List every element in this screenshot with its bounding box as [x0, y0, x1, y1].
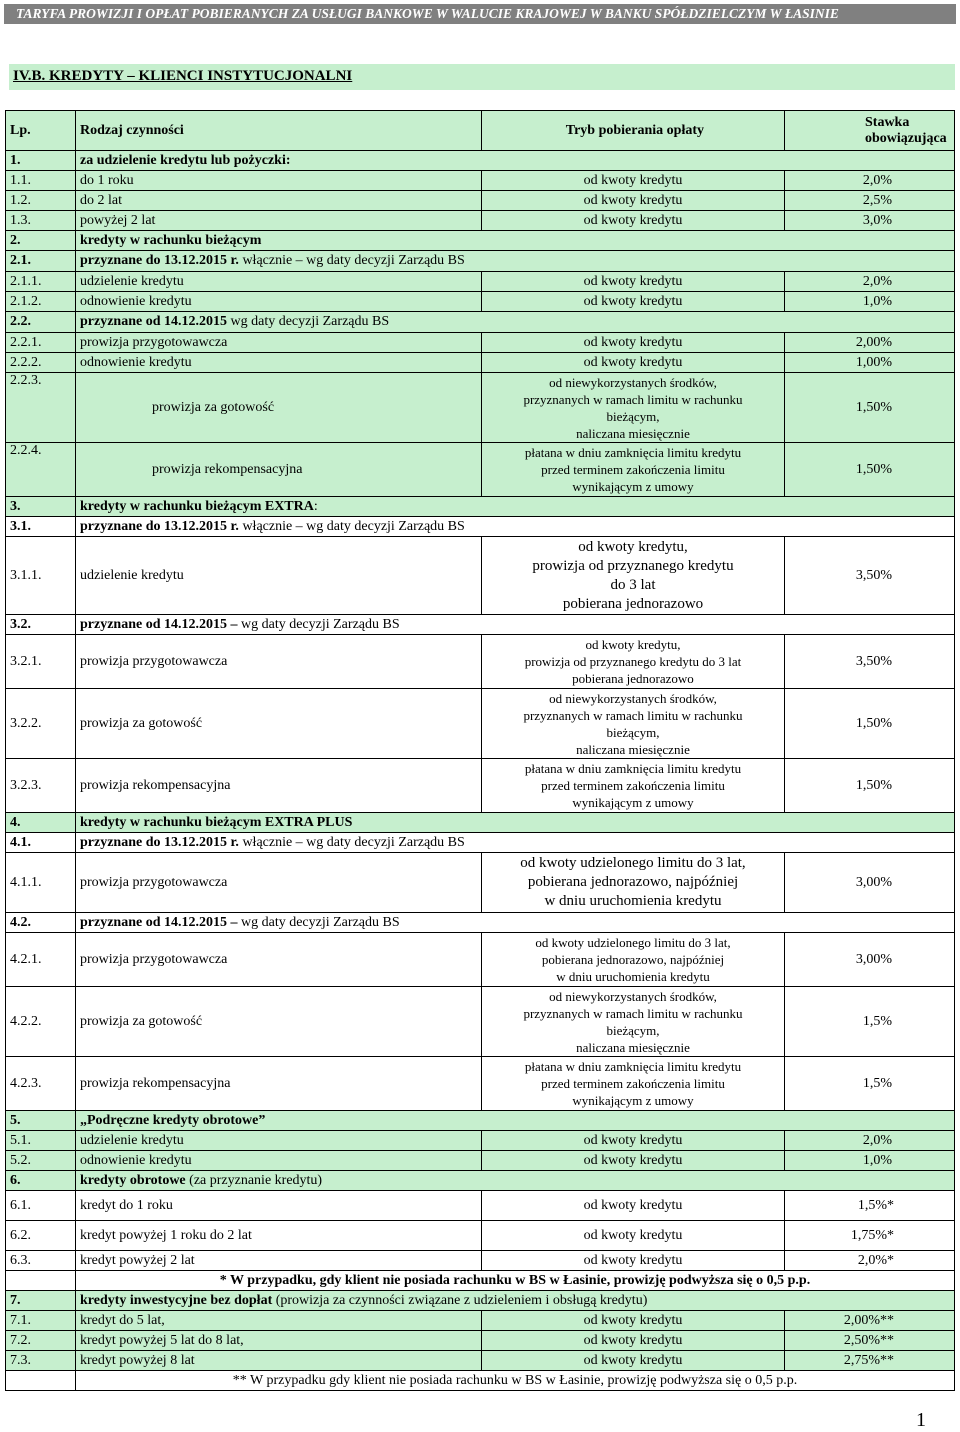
- row-name: udzielenie kredytu: [76, 1131, 482, 1151]
- mode-line: płatana w dniu zamknięcia limitu kredytu: [524, 761, 742, 776]
- row-name: kredyty w rachunku bieżącym EXTRA PLUS: [76, 813, 955, 833]
- row-name-bold: przyznane do 13.12.2015 r.: [80, 834, 239, 850]
- row-lp: 7.3.: [6, 1351, 76, 1371]
- row-lp: 3.2.3.: [6, 759, 76, 813]
- mode-line: wynikającym z umowy: [572, 1093, 694, 1108]
- row-lp: 7.1.: [6, 1311, 76, 1331]
- row-mode: od kwoty kredytu: [482, 292, 785, 312]
- row-rate: 2,0%: [785, 272, 955, 292]
- table-row: [6, 813, 955, 833]
- row-name: prowizja rekompensacyjna: [76, 443, 482, 497]
- row-name-rest: włącznie – wg daty decyzji Zarządu BS: [238, 834, 465, 850]
- row-name-rest: :: [313, 498, 318, 514]
- rate-header-line1: Stawka: [865, 114, 910, 130]
- mode-line: od kwoty udzielonego limitu do 3 lat,: [535, 935, 731, 950]
- table-row: [6, 1371, 955, 1391]
- row-rate: 3,50%: [785, 537, 955, 615]
- row-lp: [6, 1371, 76, 1391]
- row-mode: od kwoty kredytu: [482, 171, 785, 191]
- table-row: [6, 353, 955, 373]
- row-mode: [482, 853, 785, 913]
- row-lp: 1.3.: [6, 211, 76, 231]
- row-lp: 1.2.: [6, 191, 76, 211]
- row-name: [76, 615, 955, 635]
- row-name-rest: wg daty decyzji Zarządu BS: [227, 314, 390, 329]
- table-row: [6, 913, 955, 933]
- row-name-bold: kredyty w rachunku bieżącym EXTRA: [80, 498, 314, 514]
- table-row: [6, 251, 955, 272]
- mode-line: pobierana jednorazowo, najpóźniej: [541, 952, 725, 967]
- row-name-bold: przyznane do 13.12.2015 r.: [80, 518, 239, 534]
- mode-line: do 3 lat: [610, 576, 656, 593]
- row-lp: 4.2.3.: [6, 1057, 76, 1111]
- row-mode: od kwoty kredytu: [482, 353, 785, 373]
- table-row: [6, 1291, 955, 1311]
- table-row: [6, 1171, 955, 1191]
- mode-line: od niewykorzystanych środków,: [549, 690, 717, 706]
- row-rate: 2,00%**: [785, 1311, 955, 1331]
- row-lp: 2.2.4.: [6, 443, 76, 497]
- row-lp: 4.2.2.: [6, 987, 76, 1057]
- table-row: [6, 853, 955, 913]
- row-name-bold: kredyty inwestycyjne bez dopłat: [80, 1292, 273, 1308]
- row-rate: 1,0%: [785, 292, 955, 312]
- row-lp: 2.2.2.: [6, 353, 76, 373]
- row-name-rest: (za przyznanie kredytu): [185, 1172, 323, 1188]
- row-rate: 1,50%: [785, 443, 955, 497]
- table-row: [6, 615, 955, 635]
- row-name: [76, 913, 955, 933]
- row-rate: 1,00%: [785, 353, 955, 373]
- table-row: [6, 333, 955, 353]
- row-name: prowizja przygotowawcza: [76, 333, 482, 353]
- section-title: IV.B. KREDYTY – KLIENCI INSTYTUCJONALNI: [13, 68, 353, 84]
- row-mode: [482, 1057, 785, 1111]
- row-lp: 5.1.: [6, 1131, 76, 1151]
- table-row: [6, 1191, 955, 1221]
- row-lp: 3.1.1.: [6, 537, 76, 615]
- row-lp: 2.1.1.: [6, 272, 76, 292]
- row-name: do 1 roku: [76, 171, 482, 191]
- table-row: [6, 151, 955, 171]
- row-name: [76, 517, 955, 537]
- mode-line: pobierana jednorazowo: [562, 595, 704, 612]
- table-row: [6, 1131, 955, 1151]
- row-lp: 4.2.: [6, 913, 76, 933]
- row-mode: od kwoty kredytu: [482, 1311, 785, 1331]
- row-mode: [482, 933, 785, 987]
- row-mode: od kwoty kredytu: [482, 1191, 785, 1221]
- row-rate: 2,00%: [785, 333, 955, 353]
- col-header-rate: [785, 111, 955, 151]
- row-mode: [482, 987, 785, 1057]
- row-rate: 2,0%*: [785, 1251, 955, 1271]
- mode-line: naliczana miesięcznie: [576, 1039, 690, 1055]
- row-rate: 3,50%: [785, 635, 955, 689]
- row-lp: 3.1.: [6, 517, 76, 537]
- table-row: [6, 1111, 955, 1131]
- table-row: [6, 759, 955, 813]
- mode-line: przyznanych w ramach limitu w rachunku: [523, 707, 743, 723]
- row-lp: 3.2.: [6, 615, 76, 635]
- table-row: [6, 1331, 955, 1351]
- row-lp: 1.: [6, 151, 76, 171]
- row-name-bold: kredyty obrotowe: [80, 1172, 186, 1188]
- mode-line: przed terminem zakończenia limitu: [541, 1076, 725, 1091]
- row-lp: 6.3.: [6, 1251, 76, 1271]
- col-header-mode: Tryb pobierania opłaty: [482, 111, 785, 151]
- mode-line: bieżącym,: [606, 1022, 660, 1038]
- row-name-bold: przyznane od 14.12.2015 –: [80, 616, 238, 632]
- mode-line: przyznanych w ramach limitu w rachunku: [523, 391, 743, 407]
- row-name: [76, 312, 955, 333]
- mode-line: płatana w dniu zamknięcia limitu kredytu: [524, 1059, 742, 1074]
- row-name: odnowienie kredytu: [76, 1151, 482, 1171]
- row-name: udzielenie kredytu: [76, 272, 482, 292]
- row-name-bold: przyznane od 14.12.2015: [80, 314, 227, 329]
- mode-line: prowizja od przyznanego kredytu: [532, 557, 734, 574]
- row-rate: 1,5%: [785, 987, 955, 1057]
- row-name-rest: wg daty decyzji Zarządu BS: [237, 914, 400, 930]
- row-rate: 1,75%*: [785, 1221, 955, 1251]
- table-row: [6, 933, 955, 987]
- row-name: [76, 1291, 955, 1311]
- mode-line: płatana w dniu zamknięcia limitu kredytu: [524, 445, 742, 460]
- title-banner: [4, 4, 956, 24]
- row-name-bold: przyznane do 13.12.2015 r.: [80, 253, 239, 268]
- row-lp: 3.: [6, 497, 76, 517]
- row-name-bold: przyznane od 14.12.2015 –: [80, 914, 238, 930]
- row-rate: 1,0%: [785, 1151, 955, 1171]
- table-row: [6, 191, 955, 211]
- row-name: prowizja rekompensacyjna: [76, 759, 482, 813]
- row-lp: 6.1.: [6, 1191, 76, 1221]
- row-rate: 3,00%: [785, 853, 955, 913]
- row-rate: 2,0%: [785, 1131, 955, 1151]
- row-rate: 1,50%: [785, 373, 955, 443]
- mode-line: przyznanych w ramach limitu w rachunku: [523, 1005, 743, 1021]
- mode-line: w dniu uruchomienia kredytu: [544, 893, 722, 909]
- row-name: odnowienie kredytu: [76, 292, 482, 312]
- row-name: prowizja za gotowość: [76, 689, 482, 759]
- row-rate: 2,0%: [785, 171, 955, 191]
- mode-line: od kwoty kredytu,: [585, 637, 681, 652]
- row-name-rest: włącznie – wg daty decyzji Zarządu BS: [238, 253, 465, 268]
- table-row: [6, 312, 955, 333]
- row-lp: 2.1.: [6, 251, 76, 272]
- row-name-rest: (prowizja za czynności związane z udzieleniem i obsługą kredytu): [272, 1292, 648, 1308]
- row-rate: 2,5%: [785, 191, 955, 211]
- row-name: „Podręczne kredyty obrotowe”: [76, 1111, 955, 1131]
- row-rate: 1,5%*: [785, 1191, 955, 1221]
- row-lp: 3.2.2.: [6, 689, 76, 759]
- row-lp: 6.2.: [6, 1221, 76, 1251]
- row-lp: 1.1.: [6, 171, 76, 191]
- mode-line: przed terminem zakończenia limitu: [541, 778, 725, 793]
- mode-line: bieżącym,: [606, 408, 660, 424]
- section-heading: [9, 64, 955, 90]
- row-lp: 4.2.1.: [6, 933, 76, 987]
- row-lp: 3.2.1.: [6, 635, 76, 689]
- row-mode: [482, 635, 785, 689]
- row-name: kredyty w rachunku bieżącym: [76, 231, 955, 251]
- rate-header-line2: obowiązująca: [865, 130, 947, 146]
- row-mode: [482, 759, 785, 813]
- table-row: [6, 1251, 955, 1271]
- row-rate: 2,50%**: [785, 1331, 955, 1351]
- row-mode: od kwoty kredytu: [482, 1251, 785, 1271]
- row-name: kredyt do 1 roku: [76, 1191, 482, 1221]
- row-name: za udzielenie kredytu lub pożyczki:: [76, 151, 955, 171]
- table-row: [6, 987, 955, 1057]
- mode-line: pobierana jednorazowo: [572, 671, 694, 686]
- row-name: kredyt powyżej 2 lat: [76, 1251, 482, 1271]
- row-lp: 5.2.: [6, 1151, 76, 1171]
- row-lp: 4.1.: [6, 833, 76, 853]
- table-row: [6, 833, 955, 853]
- row-name: prowizja przygotowawcza: [76, 635, 482, 689]
- row-mode: od kwoty kredytu: [482, 272, 785, 292]
- row-rate: 3,00%: [785, 933, 955, 987]
- row-lp: 2.2.: [6, 312, 76, 333]
- table-row: [6, 1271, 955, 1291]
- mode-line: naliczana miesięcznie: [576, 741, 690, 757]
- row-lp: 2.1.2.: [6, 292, 76, 312]
- row-lp: [6, 1271, 76, 1291]
- row-name: prowizja przygotowawcza: [76, 933, 482, 987]
- table-row: [6, 443, 955, 497]
- table-row: [6, 517, 955, 537]
- row-name: prowizja za gotowość: [76, 373, 482, 443]
- mode-line: pobierana jednorazowo, najpóźniej: [527, 874, 739, 890]
- row-lp: 7.2.: [6, 1331, 76, 1351]
- table-row: [6, 373, 955, 443]
- row-lp: 4.: [6, 813, 76, 833]
- table-row: [6, 1221, 955, 1251]
- col-header-lp: Lp.: [6, 111, 76, 151]
- row-rate: 1,50%: [785, 689, 955, 759]
- row-mode: [482, 689, 785, 759]
- mode-line: bieżącym,: [606, 724, 660, 740]
- row-name: prowizja przygotowawcza: [76, 853, 482, 913]
- table-row: [6, 497, 955, 517]
- row-mode: od kwoty kredytu: [482, 1221, 785, 1251]
- footnote-7: ** W przypadku gdy klient nie posiada rachunku w BS w Łasinie, prowizję podwyższa się o 0,5 p.p.: [76, 1371, 955, 1391]
- row-mode: od kwoty kredytu: [482, 191, 785, 211]
- row-name: [76, 497, 955, 517]
- row-mode: od kwoty kredytu: [482, 1331, 785, 1351]
- row-lp: 7.: [6, 1291, 76, 1311]
- table-row: [6, 171, 955, 191]
- row-mode: [482, 537, 785, 615]
- row-mode: [482, 443, 785, 497]
- row-name: prowizja rekompensacyjna: [76, 1057, 482, 1111]
- mode-line: w dniu uruchomienia kredytu: [556, 969, 710, 984]
- mode-line: naliczana miesięcznie: [576, 425, 690, 441]
- table-row: [6, 635, 955, 689]
- table-row: [6, 1151, 955, 1171]
- table-row: [6, 1351, 955, 1371]
- row-lp: 6.: [6, 1171, 76, 1191]
- row-lp: 2.2.1.: [6, 333, 76, 353]
- row-name: powyżej 2 lat: [76, 211, 482, 231]
- mode-line: wynikającym z umowy: [572, 795, 694, 810]
- table-row: [6, 537, 955, 615]
- row-mode: [482, 373, 785, 443]
- row-rate: 2,75%**: [785, 1351, 955, 1371]
- row-lp: 5.: [6, 1111, 76, 1131]
- row-name: do 2 lat: [76, 191, 482, 211]
- table-header-row: [6, 111, 955, 151]
- row-lp: 2.: [6, 231, 76, 251]
- row-rate: 3,0%: [785, 211, 955, 231]
- mode-line: prowizja od przyznanego kredytu do 3 lat: [524, 654, 742, 669]
- row-name: kredyt powyżej 8 lat: [76, 1351, 482, 1371]
- row-lp: 2.2.3.: [6, 373, 76, 443]
- table-row: [6, 689, 955, 759]
- row-name-rest: wg daty decyzji Zarządu BS: [237, 616, 400, 632]
- mode-line: wynikającym z umowy: [572, 479, 694, 494]
- tariff-table: [5, 110, 955, 1391]
- row-name: udzielenie kredytu: [76, 537, 482, 615]
- table-row: [6, 231, 955, 251]
- row-lp: 4.1.1.: [6, 853, 76, 913]
- row-mode: od kwoty kredytu: [482, 211, 785, 231]
- mode-line: od niewykorzystanych środków,: [549, 988, 717, 1004]
- table-row: [6, 211, 955, 231]
- page-number: 1: [916, 1409, 926, 1431]
- table-row: [6, 272, 955, 292]
- row-rate: 1,50%: [785, 759, 955, 813]
- row-rate: 1,5%: [785, 1057, 955, 1111]
- row-mode: od kwoty kredytu: [482, 1351, 785, 1371]
- mode-line: przed terminem zakończenia limitu: [541, 462, 725, 477]
- row-name: kredyt powyżej 1 roku do 2 lat: [76, 1221, 482, 1251]
- banner-text: TARYFA PROWIZJI I OPŁAT POBIERANYCH ZA USŁUGI BANKOWE W WALUCIE KRAJOWEJ W BANKU SPÓŁDZIELCZYM W ŁASINIE: [16, 6, 839, 21]
- row-name: [76, 1171, 955, 1191]
- row-name: kredyt powyżej 5 lat do 8 lat,: [76, 1331, 482, 1351]
- row-name: odnowienie kredytu: [76, 353, 482, 373]
- row-name: [76, 833, 955, 853]
- row-name-rest: włącznie – wg daty decyzji Zarządu BS: [238, 518, 465, 534]
- row-mode: od kwoty kredytu: [482, 1131, 785, 1151]
- row-mode: od kwoty kredytu: [482, 1151, 785, 1171]
- mode-line: od niewykorzystanych środków,: [549, 374, 717, 390]
- mode-line: od kwoty kredytu,: [578, 538, 688, 555]
- mode-line: od kwoty udzielonego limitu do 3 lat,: [520, 855, 746, 871]
- row-name: kredyt do 5 lat,: [76, 1311, 482, 1331]
- table-row: [6, 1057, 955, 1111]
- row-name: [76, 251, 955, 272]
- row-name: prowizja za gotowość: [76, 987, 482, 1057]
- table-row: [6, 292, 955, 312]
- table-row: [6, 1311, 955, 1331]
- row-mode: od kwoty kredytu: [482, 333, 785, 353]
- col-header-name: Rodzaj czynności: [76, 111, 482, 151]
- footnote-6: * W przypadku, gdy klient nie posiada rachunku w BS w Łasinie, prowizję podwyższa się o 0,5 p.p.: [76, 1271, 955, 1291]
